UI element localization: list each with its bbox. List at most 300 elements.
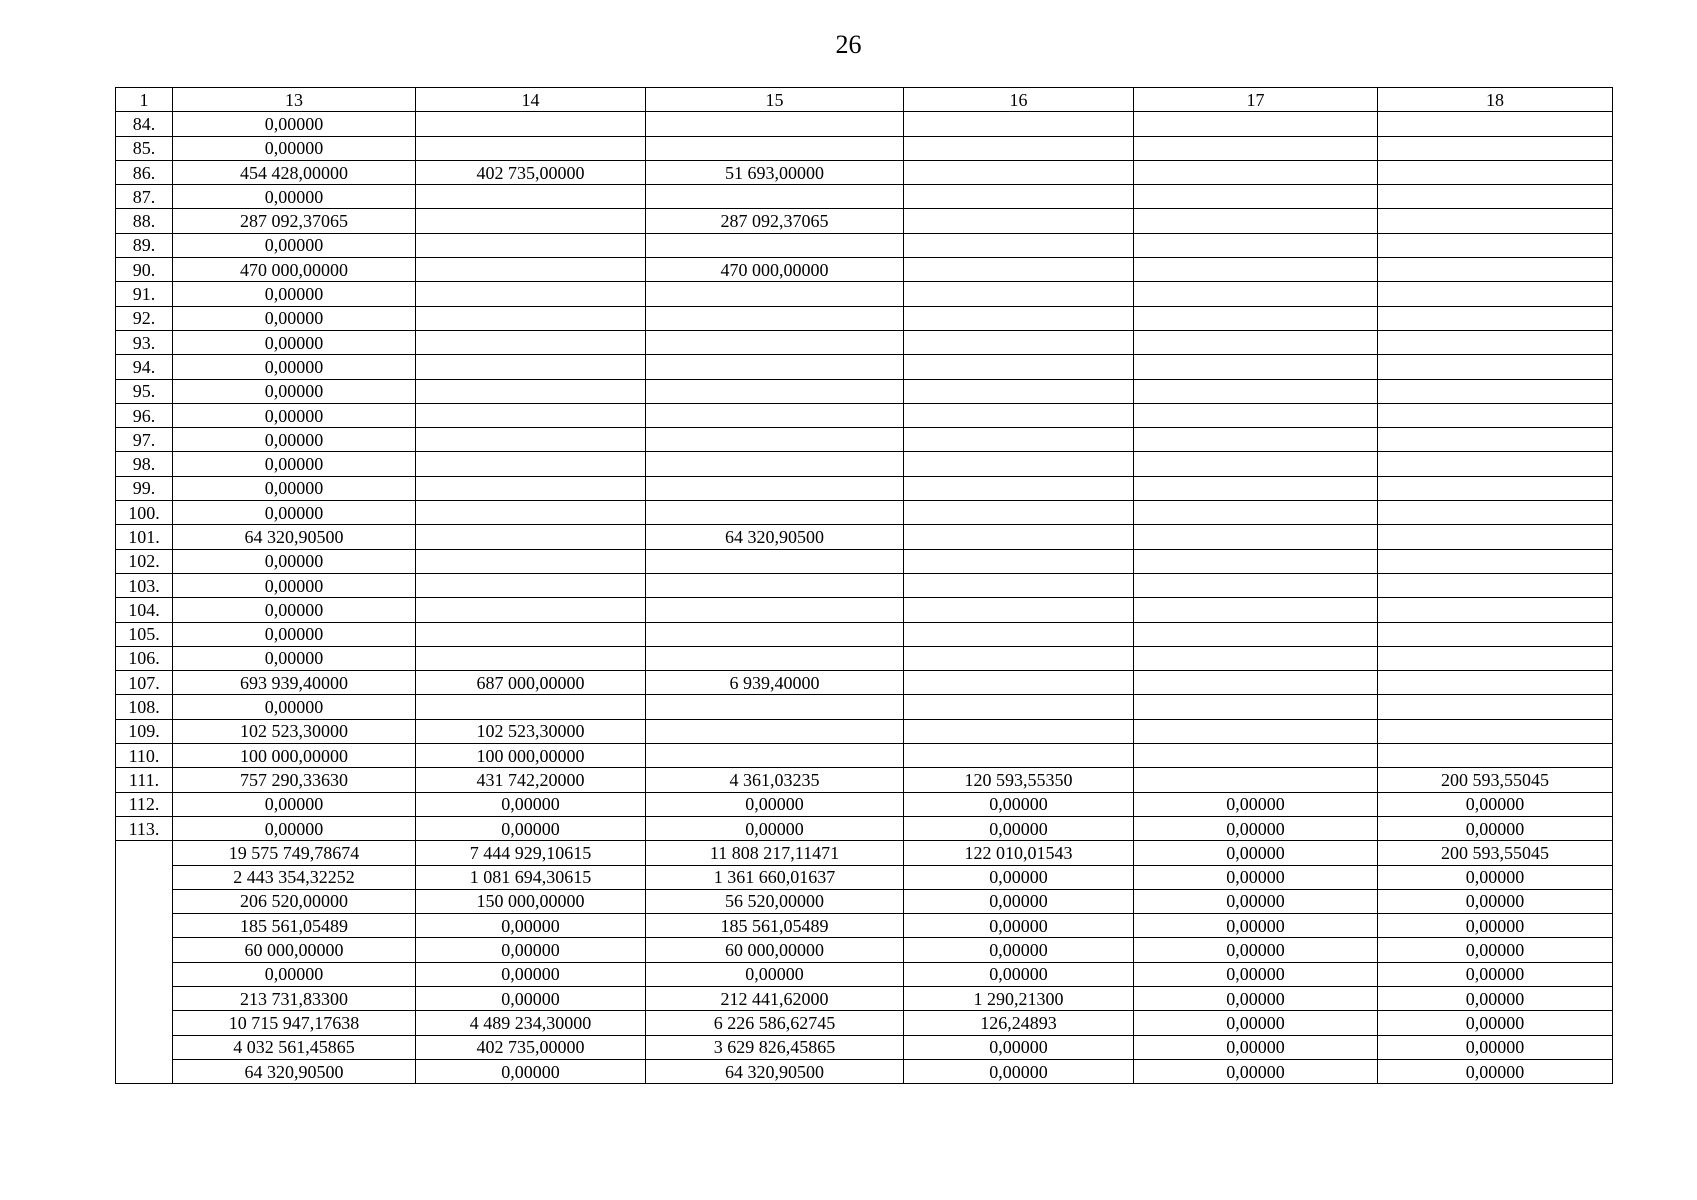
summary-cell: 212 441,62000 <box>646 986 904 1010</box>
table-cell <box>1134 282 1378 306</box>
table-cell: 693 939,40000 <box>173 671 416 695</box>
table-cell <box>646 598 904 622</box>
column-header: 17 <box>1134 88 1378 112</box>
table-cell <box>416 403 646 427</box>
table-cell <box>416 695 646 719</box>
table-row <box>116 403 1613 427</box>
table-cell: 0,00000 <box>1134 792 1378 816</box>
table-row <box>116 258 1613 282</box>
table-cell <box>904 695 1134 719</box>
table-cell <box>1134 209 1378 233</box>
summary-cell: 0,00000 <box>1378 986 1613 1010</box>
table-cell <box>1134 549 1378 573</box>
table-cell <box>904 501 1134 525</box>
summary-cell: 0,00000 <box>416 986 646 1010</box>
row-number: 110. <box>116 744 173 768</box>
table-cell <box>904 136 1134 160</box>
table-cell <box>1134 719 1378 743</box>
table-cell: 64 320,90500 <box>173 525 416 549</box>
table-cell: 0,00000 <box>173 428 416 452</box>
summary-cell: 402 735,00000 <box>416 1035 646 1059</box>
table-cell <box>646 549 904 573</box>
table-row <box>116 622 1613 646</box>
table-cell <box>904 573 1134 597</box>
table-cell: 454 428,00000 <box>173 160 416 184</box>
table-cell: 0,00000 <box>173 282 416 306</box>
table-cell <box>1378 379 1613 403</box>
table-cell <box>904 598 1134 622</box>
summary-cell: 4 489 234,30000 <box>416 1011 646 1035</box>
table-cell <box>646 573 904 597</box>
table-cell <box>1378 501 1613 525</box>
table-cell <box>904 330 1134 354</box>
table-cell <box>1134 744 1378 768</box>
table-cell <box>416 185 646 209</box>
table-cell <box>1378 233 1613 257</box>
row-number: 91. <box>116 282 173 306</box>
table-cell: 0,00000 <box>173 598 416 622</box>
summary-row <box>116 865 1613 889</box>
summary-row <box>116 938 1613 962</box>
table-cell <box>1134 136 1378 160</box>
table-row <box>116 209 1613 233</box>
summary-row <box>116 962 1613 986</box>
table-cell <box>1134 695 1378 719</box>
summary-cell: 0,00000 <box>1134 889 1378 913</box>
summary-cell: 0,00000 <box>1134 841 1378 865</box>
summary-cell: 11 808 217,11471 <box>646 841 904 865</box>
row-number: 103. <box>116 573 173 597</box>
table-cell: 287 092,37065 <box>646 209 904 233</box>
row-number: 99. <box>116 476 173 500</box>
summary-cell: 0,00000 <box>904 1059 1134 1083</box>
table-cell: 4 361,03235 <box>646 768 904 792</box>
row-number: 104. <box>116 598 173 622</box>
summary-cell: 60 000,00000 <box>646 938 904 962</box>
summary-cell: 0,00000 <box>416 914 646 938</box>
table-cell <box>904 185 1134 209</box>
summary-cell: 0,00000 <box>1378 865 1613 889</box>
table-cell <box>1378 258 1613 282</box>
table-cell: 0,00000 <box>1134 816 1378 840</box>
table-row <box>116 282 1613 306</box>
row-number: 97. <box>116 428 173 452</box>
table-cell <box>1134 428 1378 452</box>
summary-cell: 10 715 947,17638 <box>173 1011 416 1035</box>
table-cell: 0,00000 <box>904 792 1134 816</box>
row-number: 98. <box>116 452 173 476</box>
summary-row <box>116 1011 1613 1035</box>
table-cell <box>416 501 646 525</box>
row-number: 95. <box>116 379 173 403</box>
table-cell <box>1134 403 1378 427</box>
table-cell: 0,00000 <box>173 695 416 719</box>
table-cell <box>416 209 646 233</box>
row-number: 86. <box>116 160 173 184</box>
table-cell <box>646 719 904 743</box>
table-cell <box>1134 525 1378 549</box>
table-cell <box>904 476 1134 500</box>
table-cell <box>646 452 904 476</box>
row-number: 100. <box>116 501 173 525</box>
table-row <box>116 525 1613 549</box>
table-cell: 470 000,00000 <box>646 258 904 282</box>
table-cell: 120 593,55350 <box>904 768 1134 792</box>
table-cell <box>904 549 1134 573</box>
table-cell: 0,00000 <box>173 501 416 525</box>
table-cell <box>1378 209 1613 233</box>
table-cell <box>904 233 1134 257</box>
summary-cell: 0,00000 <box>1378 914 1613 938</box>
table-cell <box>1378 452 1613 476</box>
table-row <box>116 452 1613 476</box>
column-header: 18 <box>1378 88 1613 112</box>
table-cell: 6 939,40000 <box>646 671 904 695</box>
table-cell: 0,00000 <box>173 816 416 840</box>
table-cell <box>1378 355 1613 379</box>
table-row <box>116 112 1613 136</box>
table-cell <box>416 112 646 136</box>
table-cell <box>904 744 1134 768</box>
table-cell <box>416 622 646 646</box>
table-cell: 0,00000 <box>173 330 416 354</box>
table-cell: 100 000,00000 <box>416 744 646 768</box>
table-row <box>116 549 1613 573</box>
table-row <box>116 330 1613 354</box>
table-cell <box>1134 598 1378 622</box>
table-cell: 0,00000 <box>1378 816 1613 840</box>
summary-row <box>116 841 1613 865</box>
table-cell <box>646 306 904 330</box>
summary-cell: 1 361 660,01637 <box>646 865 904 889</box>
table-cell <box>1134 646 1378 670</box>
table-cell <box>1378 695 1613 719</box>
table-cell <box>1378 428 1613 452</box>
table-cell <box>1378 525 1613 549</box>
table-cell <box>1378 185 1613 209</box>
summary-row <box>116 1059 1613 1083</box>
table-cell <box>416 233 646 257</box>
table-cell <box>416 549 646 573</box>
row-number: 107. <box>116 671 173 695</box>
column-header: 16 <box>904 88 1134 112</box>
summary-cell: 1 081 694,30615 <box>416 865 646 889</box>
summary-cell: 0,00000 <box>646 962 904 986</box>
table-cell <box>416 525 646 549</box>
table-cell <box>646 695 904 719</box>
table-cell <box>646 185 904 209</box>
summary-cell: 206 520,00000 <box>173 889 416 913</box>
summary-cell: 0,00000 <box>1378 938 1613 962</box>
table-cell <box>646 501 904 525</box>
row-number: 88. <box>116 209 173 233</box>
summary-cell: 7 444 929,10615 <box>416 841 646 865</box>
table-cell <box>646 355 904 379</box>
summary-row <box>116 914 1613 938</box>
summary-cell: 0,00000 <box>904 889 1134 913</box>
table-cell <box>1378 306 1613 330</box>
table-cell: 0,00000 <box>173 306 416 330</box>
table-cell <box>1134 258 1378 282</box>
summary-cell: 6 226 586,62745 <box>646 1011 904 1035</box>
row-number: 108. <box>116 695 173 719</box>
table-cell: 757 290,33630 <box>173 768 416 792</box>
table-cell <box>904 306 1134 330</box>
table-cell <box>646 330 904 354</box>
table-cell <box>1378 744 1613 768</box>
column-header: 13 <box>173 88 416 112</box>
row-number: 85. <box>116 136 173 160</box>
table-cell <box>904 379 1134 403</box>
summary-cell: 126,24893 <box>904 1011 1134 1035</box>
table-cell <box>646 233 904 257</box>
table-row <box>116 476 1613 500</box>
table-cell <box>1134 501 1378 525</box>
row-number: 106. <box>116 646 173 670</box>
summary-cell: 122 010,01543 <box>904 841 1134 865</box>
table-cell <box>646 136 904 160</box>
table-row <box>116 573 1613 597</box>
table-cell: 0,00000 <box>904 816 1134 840</box>
row-number: 101. <box>116 525 173 549</box>
table-cell <box>1378 403 1613 427</box>
table-row <box>116 136 1613 160</box>
table-cell <box>1378 282 1613 306</box>
row-number: 94. <box>116 355 173 379</box>
table-cell <box>904 452 1134 476</box>
row-number: 89. <box>116 233 173 257</box>
table-cell <box>1378 598 1613 622</box>
table-cell <box>904 671 1134 695</box>
table-cell <box>1134 573 1378 597</box>
summary-row <box>116 889 1613 913</box>
table-cell: 0,00000 <box>173 403 416 427</box>
table-cell <box>1378 719 1613 743</box>
table-cell <box>904 622 1134 646</box>
table-cell <box>646 476 904 500</box>
table-cell <box>646 622 904 646</box>
summary-cell: 0,00000 <box>1378 1035 1613 1059</box>
table-cell <box>416 330 646 354</box>
table-cell <box>1134 355 1378 379</box>
table-cell <box>904 355 1134 379</box>
table-cell <box>1378 549 1613 573</box>
table-cell: 687 000,00000 <box>416 671 646 695</box>
table-cell <box>904 403 1134 427</box>
row-number: 96. <box>116 403 173 427</box>
table-cell <box>1378 330 1613 354</box>
table-row <box>116 719 1613 743</box>
summary-cell: 64 320,90500 <box>173 1059 416 1083</box>
table-cell <box>416 476 646 500</box>
summary-cell: 0,00000 <box>416 938 646 962</box>
row-number: 90. <box>116 258 173 282</box>
row-number: 113. <box>116 816 173 840</box>
table-cell <box>416 646 646 670</box>
summary-cell: 0,00000 <box>1134 938 1378 962</box>
table-cell <box>1134 112 1378 136</box>
table-cell <box>904 719 1134 743</box>
table-row <box>116 233 1613 257</box>
header-row <box>116 88 1613 112</box>
table-cell <box>904 428 1134 452</box>
column-header: 1 <box>116 88 173 112</box>
page-number: 26 <box>835 30 862 59</box>
row-number: 87. <box>116 185 173 209</box>
summary-row <box>116 1035 1613 1059</box>
table-cell <box>1134 330 1378 354</box>
table-cell: 0,00000 <box>173 792 416 816</box>
table-cell <box>1378 622 1613 646</box>
table-cell <box>904 646 1134 670</box>
summary-cell: 19 575 749,78674 <box>173 841 416 865</box>
table-cell: 0,00000 <box>173 379 416 403</box>
table-cell <box>1134 379 1378 403</box>
summary-cell: 0,00000 <box>904 962 1134 986</box>
table-row <box>116 428 1613 452</box>
table-cell <box>416 379 646 403</box>
table-cell <box>416 598 646 622</box>
row-number: 92. <box>116 306 173 330</box>
row-number: 111. <box>116 768 173 792</box>
row-number: 102. <box>116 549 173 573</box>
table-cell <box>1378 476 1613 500</box>
table-cell <box>1134 768 1378 792</box>
table-row <box>116 816 1613 840</box>
table-cell <box>646 744 904 768</box>
table-cell: 0,00000 <box>416 816 646 840</box>
table-row <box>116 744 1613 768</box>
table-cell: 0,00000 <box>173 112 416 136</box>
table-cell <box>416 573 646 597</box>
table-row <box>116 379 1613 403</box>
table-row <box>116 695 1613 719</box>
summary-cell: 0,00000 <box>173 962 416 986</box>
table-cell <box>416 452 646 476</box>
table-row <box>116 355 1613 379</box>
table-cell <box>1378 646 1613 670</box>
summary-cell: 0,00000 <box>1378 889 1613 913</box>
summary-cell: 0,00000 <box>1378 962 1613 986</box>
table-cell: 0,00000 <box>1378 792 1613 816</box>
table-row <box>116 598 1613 622</box>
table-cell <box>904 209 1134 233</box>
table-cell: 100 000,00000 <box>173 744 416 768</box>
data-table <box>115 87 1613 1084</box>
table-cell <box>416 258 646 282</box>
table-row <box>116 160 1613 184</box>
table-row <box>116 671 1613 695</box>
summary-cell: 200 593,55045 <box>1378 841 1613 865</box>
summary-cell: 2 443 354,32252 <box>173 865 416 889</box>
table-cell <box>1134 306 1378 330</box>
row-number: 105. <box>116 622 173 646</box>
table-cell: 0,00000 <box>173 549 416 573</box>
table-cell <box>904 282 1134 306</box>
summary-cell: 213 731,83300 <box>173 986 416 1010</box>
summary-cell: 0,00000 <box>904 1035 1134 1059</box>
table-cell: 0,00000 <box>173 452 416 476</box>
table-cell <box>1378 573 1613 597</box>
table-cell <box>416 428 646 452</box>
table-cell <box>646 403 904 427</box>
table-cell <box>646 428 904 452</box>
table-cell <box>646 282 904 306</box>
summary-cell: 0,00000 <box>416 1059 646 1083</box>
table-cell <box>1378 112 1613 136</box>
table-cell: 0,00000 <box>173 573 416 597</box>
table-cell <box>904 160 1134 184</box>
table-row <box>116 646 1613 670</box>
table-cell: 64 320,90500 <box>646 525 904 549</box>
table-cell <box>1134 160 1378 184</box>
table-cell <box>646 646 904 670</box>
table-cell <box>416 282 646 306</box>
summary-cell: 3 629 826,45865 <box>646 1035 904 1059</box>
table-cell: 0,00000 <box>646 792 904 816</box>
table-cell: 0,00000 <box>173 476 416 500</box>
table-cell <box>1134 622 1378 646</box>
table-cell <box>646 112 904 136</box>
summary-cell: 0,00000 <box>1134 1011 1378 1035</box>
table-cell <box>416 355 646 379</box>
table-row <box>116 306 1613 330</box>
summary-cell: 0,00000 <box>1134 1059 1378 1083</box>
summary-cell: 0,00000 <box>1378 1011 1613 1035</box>
table-cell <box>416 136 646 160</box>
summary-cell: 64 320,90500 <box>646 1059 904 1083</box>
table-cell: 431 742,20000 <box>416 768 646 792</box>
summary-cell: 4 032 561,45865 <box>173 1035 416 1059</box>
table-cell <box>1134 452 1378 476</box>
summary-cell: 185 561,05489 <box>173 914 416 938</box>
table-cell: 0,00000 <box>416 792 646 816</box>
table-row <box>116 185 1613 209</box>
table-row <box>116 792 1613 816</box>
table-cell: 0,00000 <box>173 185 416 209</box>
table-cell <box>1378 160 1613 184</box>
table-row <box>116 501 1613 525</box>
table-cell <box>646 379 904 403</box>
summary-cell: 0,00000 <box>904 938 1134 962</box>
table-cell <box>1134 476 1378 500</box>
table-cell <box>1378 671 1613 695</box>
table-row <box>116 768 1613 792</box>
table-cell: 200 593,55045 <box>1378 768 1613 792</box>
table-cell: 0,00000 <box>173 233 416 257</box>
summary-cell: 0,00000 <box>1134 914 1378 938</box>
summary-cell: 0,00000 <box>1134 865 1378 889</box>
summary-cell: 185 561,05489 <box>646 914 904 938</box>
table-cell: 0,00000 <box>646 816 904 840</box>
table-cell <box>904 258 1134 282</box>
table-cell <box>904 112 1134 136</box>
summary-cell: 60 000,00000 <box>173 938 416 962</box>
summary-cell: 0,00000 <box>416 962 646 986</box>
table-cell <box>1378 136 1613 160</box>
summary-cell: 0,00000 <box>904 914 1134 938</box>
summary-row <box>116 986 1613 1010</box>
table-cell: 102 523,30000 <box>416 719 646 743</box>
table-cell: 402 735,00000 <box>416 160 646 184</box>
table-cell <box>416 306 646 330</box>
summary-cell: 0,00000 <box>904 865 1134 889</box>
table-cell <box>904 525 1134 549</box>
summary-cell: 0,00000 <box>1134 986 1378 1010</box>
table-cell <box>1134 185 1378 209</box>
row-number: 93. <box>116 330 173 354</box>
table-cell <box>1134 671 1378 695</box>
